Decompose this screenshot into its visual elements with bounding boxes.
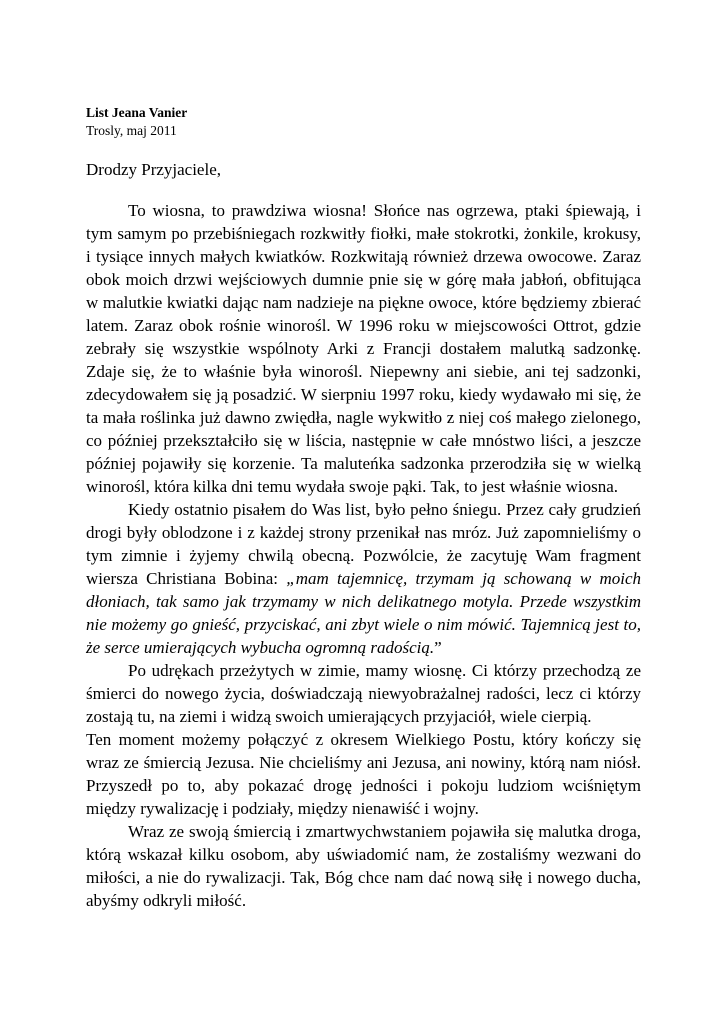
paragraph-resurrection: Wraz ze swoją śmiercią i zmartwychwstaniem pojawiła się malutka droga, którą wskazał kilku osobom, aby uświadomić nam, że zostaliśmy wezwani do miłości, a nie do rywalizacji. Tak, Bóg chce nam dać nową siłę i nowego ducha, abyśmy odkryli miłość. <box>86 822 641 910</box>
place-date: Trosly, maj 2011 <box>86 123 177 138</box>
letter-page <box>86 104 641 912</box>
paragraph-lent: Ten moment możemy połączyć z okresem Wielkiego Postu, który kończy się wraz ze śmiercią Jezusa. Nie chcieliśmy ani Jezusa, ani nowiny, którą nam niósł. Przyszedł po to, aby pokazać drogę jedności i pokoju ludziom wciśniętym między rywalizację i podziały, między nienawiść i wojny. <box>86 730 641 818</box>
bobin-quote: „mam tajemnicę, trzymam ją schowaną w moich dłoniach, tak samo jak trzymamy w nich delikatnego motyla. Przede wszystkim nie możemy go gnieść, przyciskać, ani zbyt wiele o nim mówić. Tajemnicą jest to, że serce umierających wybucha ogromną radością. <box>86 569 641 657</box>
paragraph-winter-quote <box>86 498 641 659</box>
letter-title: List Jeana Vanier <box>86 105 188 120</box>
paragraph-winter-intro: Kiedy ostatnio pisałem do Was list, było pełno śniegu. Przez cały grudzień drogi były oblodzone i z każdej strony przenikał nas mróz. Już zapomnieliśmy o tym zimnie i żyjemy chwilą obecną. Pozwólcie, że zacytuję Wam fragment wiersza Christiana Bobina: <box>86 500 641 588</box>
paragraph-after-winter: Po udrękach przeżytych w zimie, mamy wiosnę. Ci którzy przechodzą ze śmierci do nowego życia, doświadczają niewyobrażalnej radości, lecz ci którzy zostają tu, na ziemi i widzą swoich umierających przyjaciół, wiele cierpią. <box>86 661 641 726</box>
paragraph-spring: To wiosna, to prawdziwa wiosna! Słońce nas ogrzewa, ptaki śpiewają, i tym samym po przebiśniegach rozkwitły fiołki, małe stokrotki, żonkile, krokusy, i tysiące innych małych kwiatków. Rozkwitają również drzewa owocowe. Zaraz obok moich drzwi wejściowych dumnie pnie się w górę mała jabłoń, obfitująca w malutkie kwiatki dając nam nadzieje na piękne owoce, które będziemy zbierać latem. Zaraz obok rośnie winorośl. W 1996 roku w miejscowości Ottrot, gdzie zebrały się wszystkie wspólnoty Arki z Francji dostałem malutką sadzonkę. Zdaje się, że to właśnie była winorośl. Niepewny ani siebie, ani tej sadzonki, zdecydowałem się ją posadzić. W sierpniu 1997 roku, kiedy wydawało mi się, że ta mała roślinka już dawno zwiędła, nagle wykwitło z niej coś małego zielonego, co później przekształciło się w liścia, następnie w całe mnóstwo liści, a jeszcze później pojawiły się korzenie. Ta maluteńka sadzonka przerodziła się w wielką winorośl, która kilka dni temu wydała swoje pąki. Tak, to jest właśnie wiosna. <box>86 201 641 496</box>
quote-close-mark: ” <box>434 638 442 657</box>
greeting: Drodzy Przyjaciele, <box>86 160 221 179</box>
